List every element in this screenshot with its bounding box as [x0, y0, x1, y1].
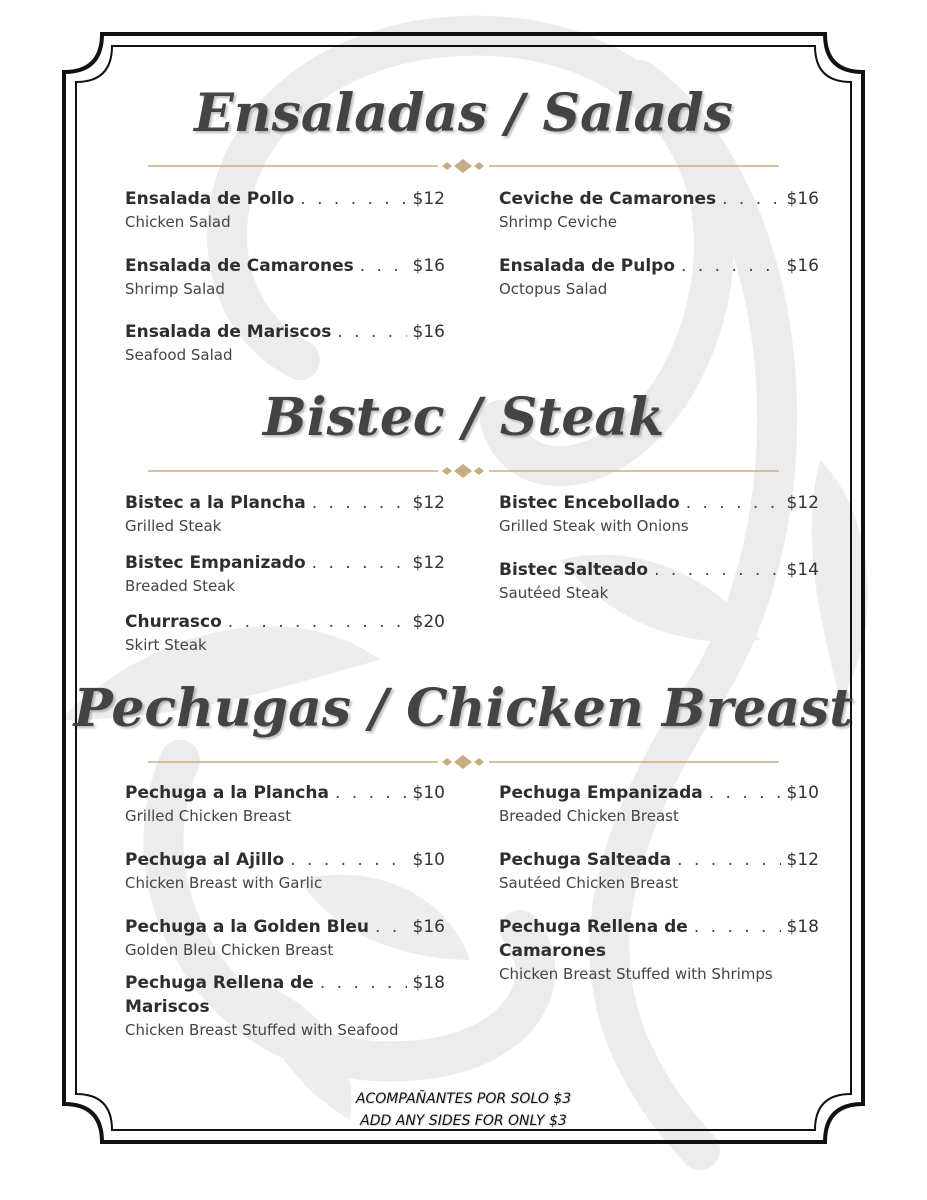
- menu-item: [125, 254, 445, 300]
- leader-dots: [677, 848, 780, 872]
- sides-note: [0, 1088, 927, 1132]
- item-name: Bistec a la Plancha: [125, 493, 306, 513]
- item-description: Shrimp Ceviche: [499, 213, 617, 231]
- item-name: Ensalada de Camarones: [125, 256, 354, 276]
- item-name: Pechuga a la Plancha: [125, 783, 329, 803]
- item-name: Bistec Encebollado: [499, 493, 680, 513]
- section-divider-ornament: [148, 755, 779, 769]
- section-title-salads: Ensaladas / Salads: [194, 83, 733, 144]
- item-name: Ensalada de Pollo: [125, 189, 295, 209]
- leader-dots: [722, 187, 780, 211]
- item-price: $10: [412, 850, 445, 870]
- item-price: $18: [412, 973, 445, 993]
- sides-note-english: ADD ANY SIDES FOR ONLY $3: [360, 1113, 567, 1129]
- item-price: $16: [412, 322, 445, 342]
- menu-item: [125, 848, 445, 894]
- item-name: Ceviche de Camarones: [499, 189, 717, 209]
- leader-dots: [360, 254, 407, 278]
- item-description: Chicken Breast Stuffed with Shrimps: [499, 965, 773, 983]
- menu-item: [125, 610, 445, 656]
- menu-item: [125, 491, 445, 537]
- item-name-continued: Camarones: [499, 941, 606, 961]
- item-price: $16: [412, 256, 445, 276]
- section-title-chicken-breast: Pechugas / Chicken Breast: [73, 678, 854, 739]
- menu-item: [125, 781, 445, 827]
- item-description: Grilled Steak: [125, 517, 222, 535]
- menu-item: [499, 915, 819, 985]
- item-description: Seafood Salad: [125, 346, 233, 364]
- item-name: Pechuga Rellena de: [499, 917, 688, 937]
- item-description: Breaded Steak: [125, 577, 236, 595]
- menu-item: [499, 491, 819, 537]
- leader-dots: [375, 915, 407, 939]
- leader-dots: [681, 254, 781, 278]
- item-price: $20: [412, 612, 445, 632]
- item-name: Pechuga Empanizada: [499, 783, 703, 803]
- section-divider-ornament: [148, 464, 779, 478]
- leader-dots: [320, 971, 407, 995]
- item-price: $16: [786, 189, 819, 209]
- item-name: Ensalada de Pulpo: [499, 256, 676, 276]
- leader-dots: [335, 781, 407, 805]
- leader-dots: [694, 915, 781, 939]
- item-name: Pechuga al Ajillo: [125, 850, 285, 870]
- item-price: $16: [412, 917, 445, 937]
- item-name: Churrasco: [125, 612, 222, 632]
- item-name: Bistec Salteado: [499, 560, 649, 580]
- item-price: $16: [786, 256, 819, 276]
- item-description: Sautéed Chicken Breast: [499, 874, 679, 892]
- leader-dots: [686, 491, 781, 515]
- item-description: Grilled Chicken Breast: [125, 807, 292, 825]
- item-price: $14: [786, 560, 819, 580]
- section-divider-ornament: [148, 159, 779, 173]
- menu-item: [499, 187, 819, 233]
- item-description: Skirt Steak: [125, 636, 207, 654]
- leader-dots: [312, 551, 407, 575]
- item-price: $12: [412, 493, 445, 513]
- item-name: Pechuga Rellena de: [125, 973, 314, 993]
- item-description: Sautéed Steak: [499, 584, 609, 602]
- leader-dots: [709, 781, 781, 805]
- menu-item: [499, 781, 819, 827]
- menu-item: [125, 551, 445, 597]
- section-title-steak: Bistec / Steak: [262, 387, 665, 448]
- leader-dots: [654, 558, 780, 582]
- leader-dots: [337, 320, 406, 344]
- menu-item: [499, 254, 819, 300]
- menu-item: [125, 320, 445, 366]
- menu-item: [499, 558, 819, 604]
- item-description: Breaded Chicken Breast: [499, 807, 679, 825]
- item-description: Shrimp Salad: [125, 280, 225, 298]
- menu-item: [125, 915, 445, 961]
- item-price: $12: [412, 553, 445, 573]
- menu-item: [125, 187, 445, 233]
- item-price: $18: [786, 917, 819, 937]
- leader-dots: [290, 848, 406, 872]
- item-name: Pechuga a la Golden Bleu: [125, 917, 370, 937]
- item-price: $10: [412, 783, 445, 803]
- item-description: Golden Bleu Chicken Breast: [125, 941, 334, 959]
- item-description: Octopus Salad: [499, 280, 608, 298]
- item-name: Pechuga Salteada: [499, 850, 672, 870]
- item-price: $10: [786, 783, 819, 803]
- leader-dots: [312, 491, 407, 515]
- item-name: Ensalada de Mariscos: [125, 322, 332, 342]
- item-name-continued: Mariscos: [125, 997, 210, 1017]
- item-name: Bistec Empanizado: [125, 553, 306, 573]
- item-description: Chicken Breast with Garlic: [125, 874, 323, 892]
- item-description: Chicken Breast Stuffed with Seafood: [125, 1021, 399, 1039]
- item-price: $12: [786, 493, 819, 513]
- leader-dots: [300, 187, 406, 211]
- menu-item: [499, 848, 819, 894]
- leader-dots: [228, 610, 407, 634]
- sides-note-spanish: ACOMPAÑANTES POR SOLO $3: [355, 1091, 572, 1107]
- item-description: Chicken Salad: [125, 213, 231, 231]
- item-description: Grilled Steak with Onions: [499, 517, 689, 535]
- menu-item: [125, 971, 445, 1041]
- item-price: $12: [786, 850, 819, 870]
- item-price: $12: [412, 189, 445, 209]
